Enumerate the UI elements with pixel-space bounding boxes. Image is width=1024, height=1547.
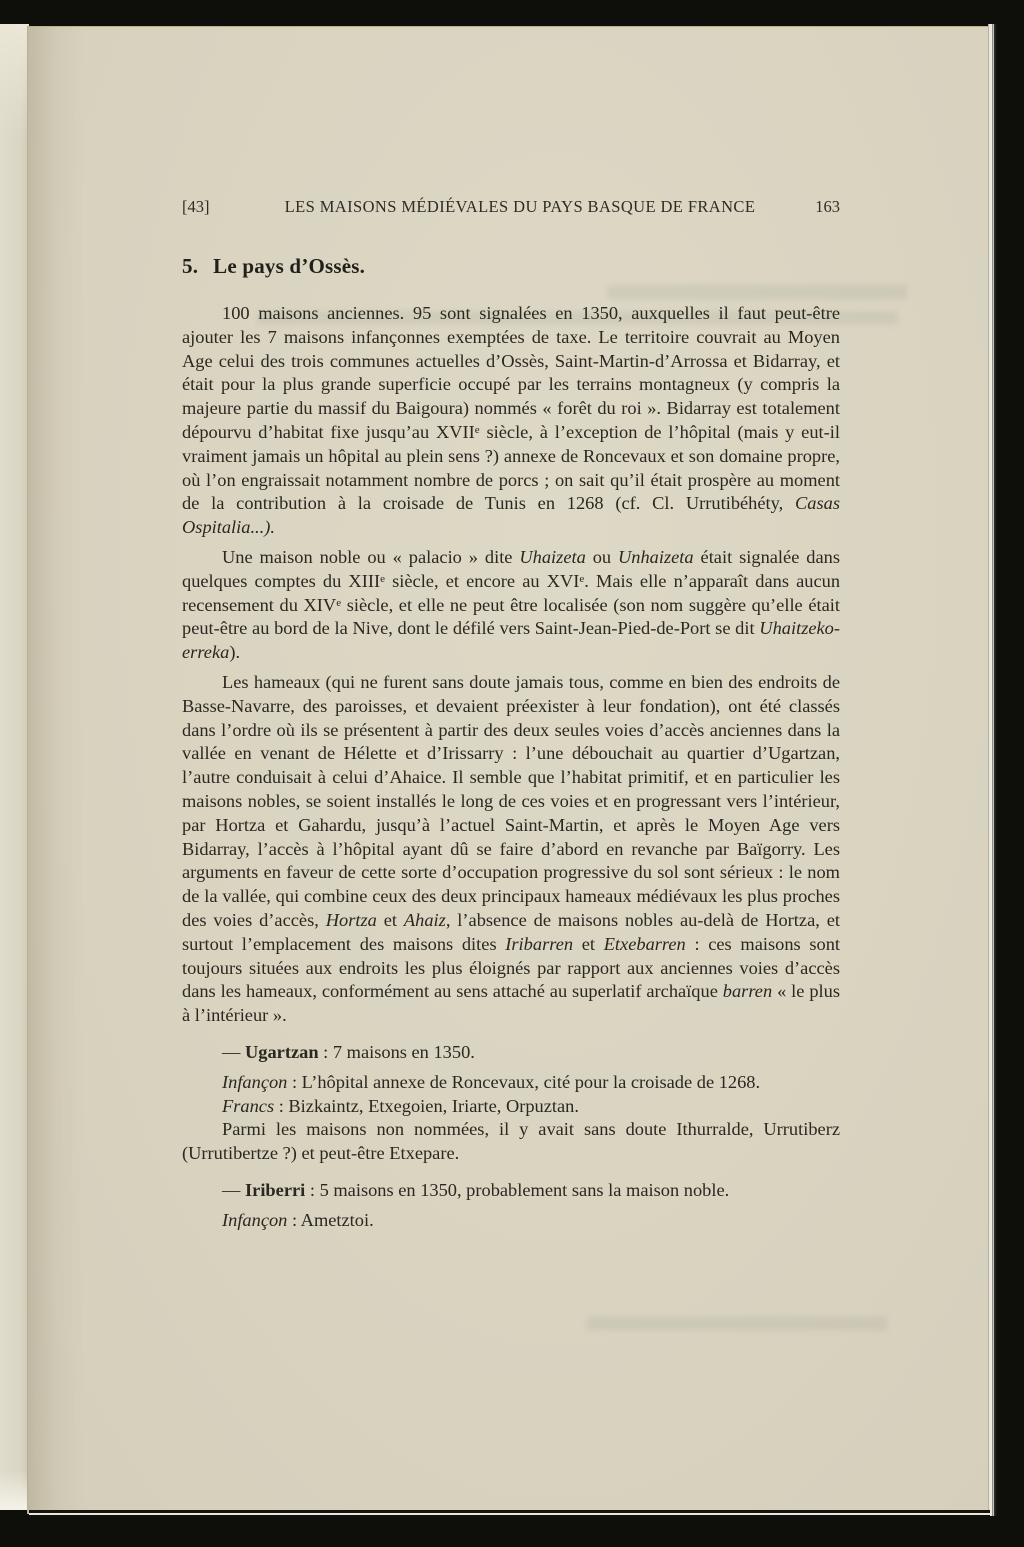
text-run: Une maison noble ou « palacio » dite	[222, 546, 520, 567]
body-blocks	[182, 302, 840, 1232]
text-run: Infançon	[222, 1209, 288, 1230]
text-run: Uhaizeta	[519, 546, 586, 567]
text-run: et	[376, 909, 404, 930]
text-run: siècle, et encore au XVI	[384, 570, 580, 591]
text-run: . Mais elle n’apparaît dans aucun recensement du XIV	[182, 570, 841, 615]
text-run: était signalée dans quelques comptes du XIII	[182, 546, 840, 591]
section-title: Le pays d’Ossès.	[213, 254, 366, 278]
header-article-number: [43]	[182, 197, 210, 216]
text-run: : Ametztoi.	[287, 1209, 374, 1230]
text-run: e	[474, 423, 480, 436]
text-run: siècle, et elle ne peut être localisée (son nom suggère qu’elle était peut-être au bord de la Nive, dont le défilé vers Saint-Jean-Pied-de-Port se dit	[182, 594, 840, 639]
text-run: Ugartzan	[245, 1041, 319, 1062]
paragraph-3	[182, 671, 840, 1028]
text-run: Casas Ospitalia...).	[182, 493, 840, 538]
adjacent-page-edge	[0, 24, 29, 1510]
text-run: ).	[229, 642, 241, 663]
text-run: Unhaizeta	[618, 546, 694, 567]
section-heading	[182, 254, 840, 279]
bleed-through-ghost	[587, 1317, 887, 1330]
paragraph-francs	[182, 1095, 840, 1119]
text-run: « le plus à l’intérieur ».	[182, 981, 841, 1026]
text-run: et	[573, 933, 604, 954]
section-number: 5.	[182, 254, 199, 278]
text-run: Hortza	[325, 909, 377, 930]
text-run: Infançon	[222, 1071, 288, 1092]
text-run: : ces maisons sont toujours situées aux endroits les plus éloignés par rapport aux anciennes voies d’accès dans les hameaux, conformément au sens attaché au superlatif archaïque	[182, 933, 841, 1002]
text-run: : 5 maisons en 1350, probablement sans la maison noble.	[305, 1179, 730, 1200]
text-run: , l’absence de maisons nobles au-delà de Hortza, et surtout l’emplacement des maisons dites	[182, 909, 840, 954]
header-page-number: 163	[815, 197, 840, 216]
text-run: Iribarren	[505, 933, 574, 954]
text-run: Uhaitzeko-erreka	[182, 618, 840, 663]
text-run: Les hameaux (qui ne furent sans doute jamais tous, comme en bien des endroits de Basse-Navarre, des paroisses, et devaient préexister à leur fondation), ont été classés dans l’ordre où ils se présentent à partir des deux seules voies d’accès anciennes dans la vallée en venant de Hélette et d’Irissarry : l’une débouchait au quartier d’Ugartzan, l’autre conduisait à celui d’Ahaice. Il semble que l’habitat primitif, et en particulier les maisons nobles, se soient installés le long de ces voies et en progressant vers l’intérieur, par Hortza et Gahardu, jusqu’à l’actuel Saint-Martin, et après le Moyen Age vers Bidarray, l’accès à l’hôpital ayant dû se faire d’abord en revanche par Baïgorry. Les arguments en faveur de cette sorte d’occupation progressive du sol sont sérieux : le nom de la vallée, qui combine ceux des deux principaux hameaux médiévaux les plus proches des voies d’accès,	[182, 671, 840, 930]
paragraph-2	[182, 546, 840, 665]
text-run: siècle, à l’exception de l’hôpital (mais y eut-il vraiment jamais un hôpital au plein sens ?) annexe de Roncevaux et son domaine propre, où l’on engraissait notamment nombre de porcs ; on sait qu’il était prospère au moment de la contribution à la croisade de Tunis en 1268 (cf. Cl. Urrutibéhéty,	[182, 421, 840, 514]
book-page	[27, 26, 990, 1514]
gutter-shadow	[27, 27, 84, 1514]
page-edge-bottom	[29, 1510, 990, 1517]
page-edge-right	[988, 24, 998, 1516]
text-run: e	[336, 596, 342, 609]
text-run: e	[579, 572, 585, 585]
text-run: e	[380, 572, 385, 585]
text-run: Francs	[222, 1095, 275, 1116]
paragraph-infancon-iriberri	[182, 1209, 840, 1233]
text-run: : 7 maisons en 1350.	[318, 1041, 475, 1062]
list-item-iriberri	[182, 1179, 840, 1203]
text-run: Iriberri	[245, 1179, 306, 1200]
text-run: Ahaiz	[403, 909, 446, 930]
text-run: Etxebarren	[603, 933, 686, 954]
text-run: 100 maisons anciennes. 95 sont signalées en 1350, auxquelles il faut peut-être ajouter les 7 maisons infançonnes exemptées de taxe. Le territoire couvrait au Moyen Age celui des trois communes actuelles d’Ossès, Saint-Martin-d’Arrossa et Bidarray, et était pour la plus grande superficie occupé par les terrains montagneux (y compris la majeure partie du massif du Baigoura) nommés « forêt du roi ». Bidarray est totalement dépourvu d’habitat fixe jusqu’au XVII	[182, 303, 840, 442]
page-content	[182, 197, 840, 1232]
paragraph-infancon-ugartzan	[182, 1071, 840, 1095]
text-run: : L’hôpital annexe de Roncevaux, cité pour la croisade de 1268.	[287, 1071, 761, 1092]
paragraph-1	[182, 302, 840, 540]
header-running-title: LES MAISONS MÉDIÉVALES DU PAYS BASQUE DE FRANCE	[284, 197, 756, 216]
text-run: —	[222, 1179, 245, 1200]
list-item-ugartzan	[182, 1041, 840, 1065]
text-run: barren	[722, 981, 773, 1002]
text-run: —	[222, 1041, 245, 1062]
text-run: : Bizkaintz, Etxegoien, Iriarte, Orpuztan.	[274, 1095, 579, 1116]
text-run: ou	[585, 546, 619, 567]
page-header	[182, 197, 840, 217]
paragraph-non-nommees	[182, 1118, 840, 1166]
text-run: Parmi les maisons non nommées, il y avait sans doute Ithurralde, Urrutiberz (Urrutibertze ?) et peut-être Etxepare.	[182, 1119, 840, 1164]
